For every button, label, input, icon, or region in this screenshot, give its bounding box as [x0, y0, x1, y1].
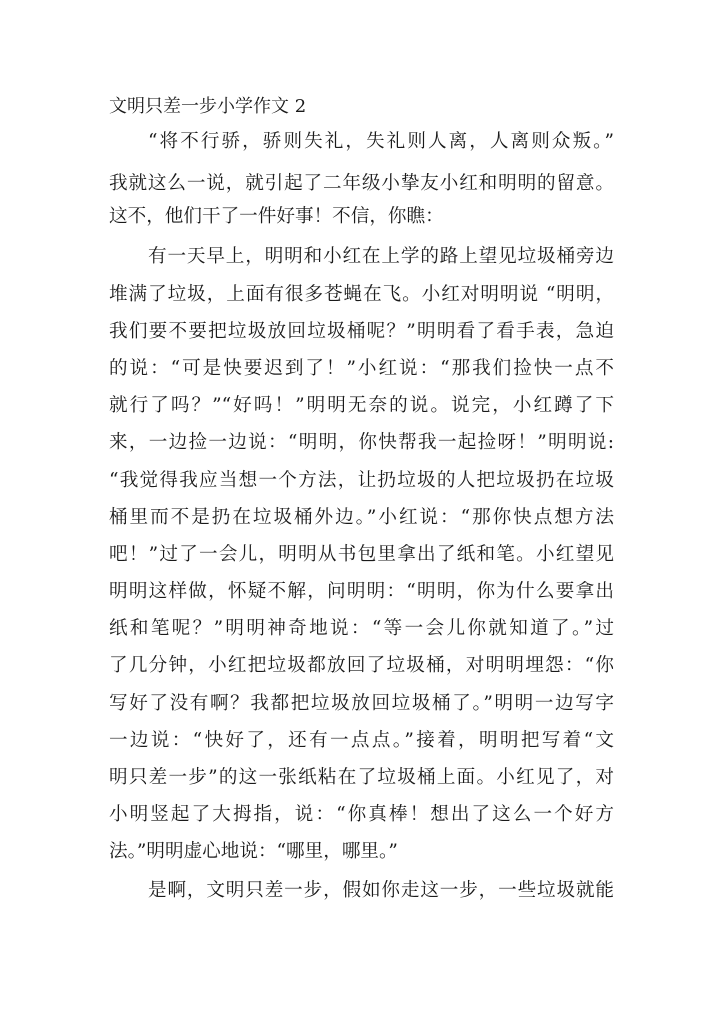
text-line: “我觉得我应当想一个方法，让扔垃圾的人把垃圾扔在垃圾: [109, 470, 614, 491]
text-line: 桶里而不是扔在垃圾桶外边。”小红说：“那你快点想方法: [109, 507, 614, 528]
document-title: 文明只差一步小学作文 2: [109, 96, 307, 117]
text-line: 我们要不要把垃圾放回垃圾桶呢？”明明看了看手表，急迫: [109, 321, 614, 342]
text-line: 一边说：“快好了，还有一点点。”接着，明明把写着“文: [109, 730, 614, 751]
text-line: 了几分钟，小红把垃圾都放回了垃圾桶，对明明埋怨：“你: [109, 655, 614, 676]
text-line: 来，一边捡一边说：“明明，你快帮我一起捡呀！”明明说:: [109, 432, 614, 453]
text-line: 是啊，文明只差一步，假如你走这一步，一些垃圾就能: [148, 880, 614, 901]
text-line: 有一天早上，明明和小红在上学的路上望见垃圾桶旁边: [148, 246, 614, 267]
text-line: 这不，他们干了一件好事！不信，你瞧：: [109, 206, 444, 227]
text-line: 小明竖起了大拇指，说：“你真棒！想出了这么一个好方: [109, 804, 614, 825]
text-line: 的说：“可是快要迟到了！”小红说：“那我们捡快一点不: [109, 358, 614, 379]
text-line: 就行了吗？”“好吗！”明明无奈的说。说完，小红蹲了下: [109, 395, 614, 416]
text-line: 写好了没有啊？我都把垃圾放回垃圾桶了。”明明一边写字: [109, 693, 614, 714]
text-line: 纸和笔呢？”明明神奇地说：“等一会儿你就知道了。”过: [109, 618, 614, 639]
text-line: 明明这样做，怀疑不解，问明明：“明明，你为什么要拿出: [109, 581, 614, 602]
text-line: 堆满了垃圾，上面有很多苍蝇在飞。小红对明明说 “明明，: [109, 284, 614, 305]
text-line: “将不行骄，骄则失礼，失礼则人离，人离则众叛。”: [148, 131, 614, 152]
text-line: 吧！”过了一会儿，明明从书包里拿出了纸和笔。小红望见: [109, 544, 614, 565]
text-line: 法。”明明虚心地说：“哪里，哪里。”: [109, 841, 398, 862]
text-line: 我就这么一说，就引起了二年级小挚友小红和明明的留意。: [109, 173, 614, 194]
text-line: 明只差一步”的这一张纸粘在了垃圾桶上面。小红见了，对: [109, 767, 614, 788]
